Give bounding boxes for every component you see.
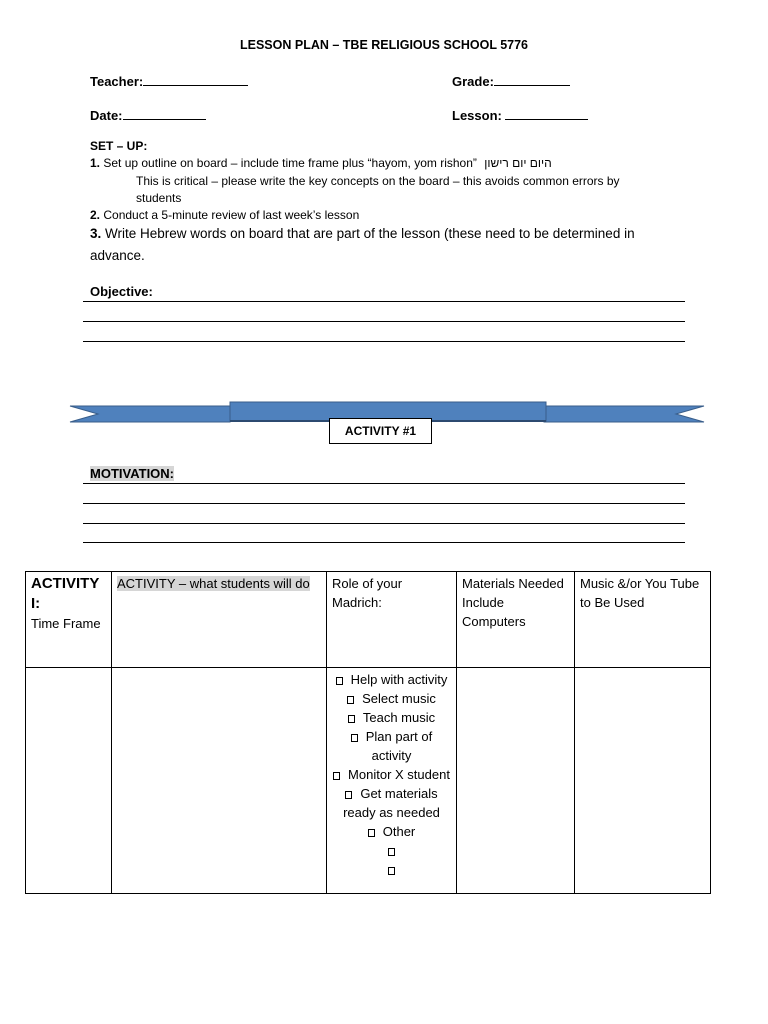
- motivation-line-2[interactable]: [83, 503, 685, 504]
- objective-label: Objective:: [90, 284, 153, 299]
- setup-item-1-hebrew: היום יום רישון: [484, 156, 552, 170]
- header-activity-description: [112, 572, 327, 668]
- setup-item-3-text-line1: Write Hebrew words on board that are part of the lesson (these need to be determined in: [105, 226, 635, 241]
- madrich-option[interactable]: Select music: [332, 689, 451, 708]
- motivation-line-3[interactable]: [83, 523, 685, 524]
- checkbox-icon[interactable]: [388, 867, 395, 875]
- setup-item-2-number: 2.: [90, 208, 101, 222]
- madrich-option-blank[interactable]: [332, 841, 451, 860]
- grade-blank[interactable]: [494, 72, 570, 86]
- madrich-option[interactable]: Monitor X student: [332, 765, 451, 784]
- madrich-option[interactable]: Plan part of activity: [332, 727, 451, 765]
- table-header-row: [26, 572, 711, 668]
- date-blank[interactable]: [123, 106, 206, 120]
- setup-item-2: [90, 208, 359, 222]
- checkbox-icon[interactable]: [333, 772, 340, 780]
- madrich-option[interactable]: Help with activity: [332, 670, 451, 689]
- grade-field[interactable]: [452, 72, 570, 89]
- header-activity-title: ACTIVITY I:: [31, 575, 100, 612]
- setup-item-3: [90, 226, 635, 241]
- header-time-frame: Time Frame: [31, 616, 101, 631]
- teacher-blank[interactable]: [143, 72, 248, 86]
- header-activity-timeframe: [26, 572, 112, 668]
- madrich-option[interactable]: Get materials ready as needed: [343, 786, 440, 820]
- motivation-line-1[interactable]: [83, 483, 685, 484]
- checkbox-icon[interactable]: [351, 734, 358, 742]
- header-activity-text: ACTIVITY – what students will do: [117, 576, 310, 591]
- cell-time-frame[interactable]: [26, 668, 112, 894]
- header-materials: Materials Needed Include Computers: [457, 572, 575, 668]
- motivation-line-4[interactable]: [83, 542, 685, 543]
- madrich-option-blank[interactable]: [332, 860, 451, 879]
- checkbox-icon[interactable]: [348, 715, 355, 723]
- checkbox-icon[interactable]: [388, 848, 395, 856]
- objective-line-3[interactable]: [83, 341, 685, 342]
- teacher-field[interactable]: [90, 72, 248, 89]
- setup-item-1-note-line1: This is critical – please write the key concepts on the board – this avoids common errors by: [136, 174, 620, 188]
- cell-activity[interactable]: [112, 668, 327, 894]
- checkbox-icon[interactable]: [347, 696, 354, 704]
- motivation-label-text: MOTIVATION:: [90, 466, 175, 481]
- lesson-label: Lesson:: [452, 108, 502, 123]
- madrich-option[interactable]: Other: [332, 822, 451, 841]
- date-label: Date:: [90, 108, 123, 123]
- date-field[interactable]: [90, 106, 206, 123]
- lesson-field[interactable]: [452, 106, 588, 123]
- checkbox-icon[interactable]: [368, 829, 375, 837]
- cell-music[interactable]: [575, 668, 711, 894]
- cell-madrich-options: [327, 668, 457, 894]
- setup-heading: SET – UP:: [90, 139, 148, 153]
- madrich-option[interactable]: Teach music: [332, 708, 451, 727]
- setup-item-3-number: 3.: [90, 226, 102, 241]
- setup-item-1: [90, 156, 552, 170]
- objective-line-1[interactable]: [83, 301, 685, 302]
- objective-line-2[interactable]: [83, 321, 685, 322]
- page-title: LESSON PLAN – TBE RELIGIOUS SCHOOL 5776: [239, 38, 529, 52]
- setup-item-2-text: Conduct a 5-minute review of last week’s lesson: [103, 208, 360, 222]
- cell-materials[interactable]: [457, 668, 575, 894]
- grade-label: Grade:: [452, 74, 494, 89]
- motivation-label: [90, 466, 174, 481]
- lesson-blank[interactable]: [505, 106, 588, 120]
- setup-item-1-text: Set up outline on board – include time frame plus “hayom, yom rishon”: [103, 156, 477, 170]
- checkbox-icon[interactable]: [345, 791, 352, 799]
- teacher-label: Teacher:: [90, 74, 144, 89]
- header-madrich-role: Role of your Madrich:: [327, 572, 457, 668]
- activity-number-label: ACTIVITY #1: [329, 418, 432, 444]
- setup-item-1-note-line2: students: [136, 191, 182, 205]
- header-music: Music &/or You Tube to Be Used: [575, 572, 711, 668]
- setup-item-3-text-line2: advance.: [90, 248, 145, 263]
- table-row: [26, 668, 711, 894]
- setup-item-1-number: 1.: [90, 156, 101, 170]
- activity-table: [25, 571, 711, 894]
- checkbox-icon[interactable]: [336, 677, 343, 685]
